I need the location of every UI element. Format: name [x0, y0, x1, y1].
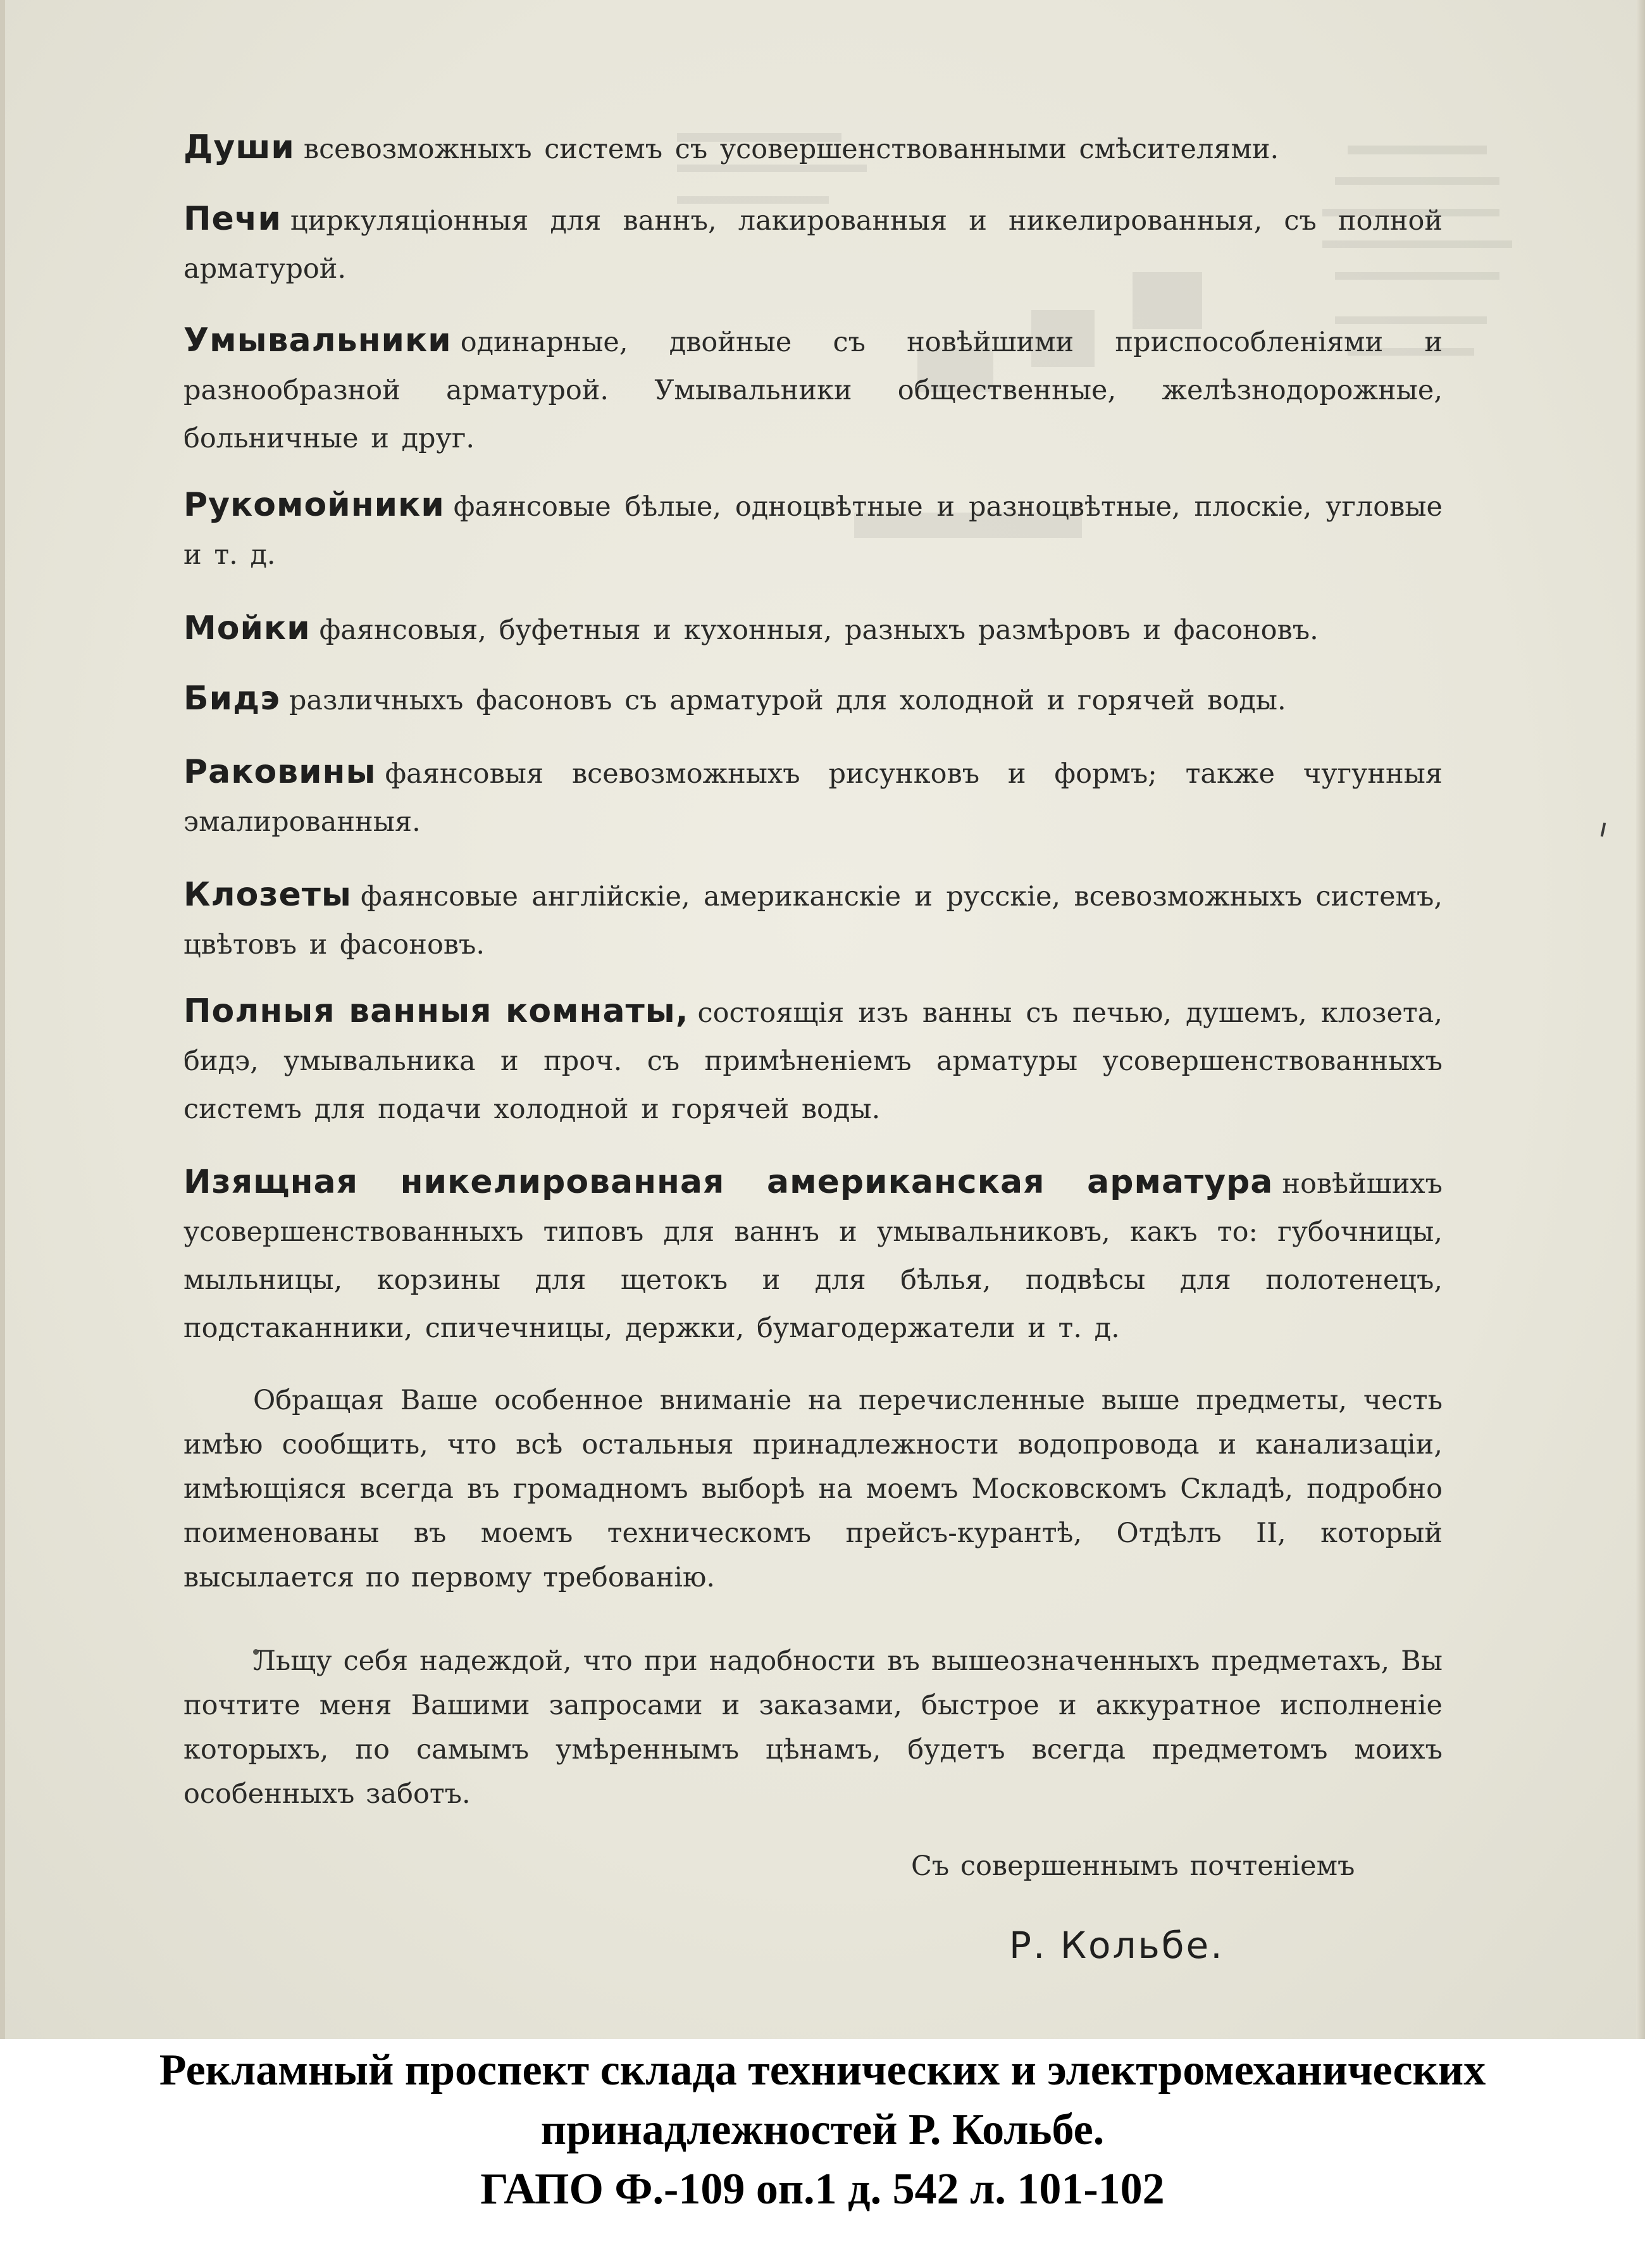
- item-heading: Клозеты: [183, 876, 352, 914]
- item-text: фаянсовыя всевозможныхъ рисунковъ и формъ; также чугунныя эмалированныя.: [183, 758, 1443, 838]
- binding-edge: [0, 0, 5, 2039]
- item-text: фаянсовыя, буфетныя и кухонныя, разныхъ размѣровъ и фасоновъ.: [319, 614, 1319, 646]
- product-item-basins: [183, 748, 1443, 846]
- product-item-washbasins: [183, 316, 1443, 463]
- item-heading: Изящная никелированная американская арматура: [183, 1163, 1274, 1201]
- archive-caption: [0, 2041, 1645, 2219]
- item-heading: Души: [183, 128, 295, 166]
- product-item-closets: [183, 871, 1443, 969]
- letter-paragraph: Обращая Ваше особенное вниманіе на перечисленные выше предметы, честь имѣю сообщить, что всѣ остальныя принадлежности водопровода и канализаціи, имѣющіяся всегда въ громадномъ выборѣ на моемъ Московскомъ Складѣ, подробно поименованы въ моемъ техническомъ прейсъ-курантѣ, Отдѣлъ II, который высылается по первому требованію.: [183, 1385, 1443, 1593]
- item-text: циркуляціонныя для ваннъ, лакированныя и никелированныя, съ полной арматурой.: [183, 205, 1443, 285]
- item-text: фаянсовые англійскіе, американскіе и русскіе, всевозможныхъ системъ, цвѣтовъ и фасоновъ.: [183, 881, 1443, 961]
- letter-paragraph: Льщу себя надеждой, что при надобности въ вышеозначенныхъ предметахъ, Вы почтите меня Вашими запросами и заказами, быстрое и аккуратное исполненіе которыхъ, по самымъ умѣреннымъ цѣнамъ, будетъ всегда предметомъ моихъ особенныхъ заботъ.: [183, 1645, 1443, 1810]
- item-text: состоящія изъ ванны съ печью, душемъ, клозета, бидэ, умывальника и проч. съ примѣненіемъ арматуры усовершенствованныхъ системъ для подачи холодной и горячей воды.: [183, 997, 1443, 1125]
- margin-mark: [1601, 823, 1606, 837]
- caption-line: Рекламный проспект склада технических и электромеханических: [159, 2046, 1486, 2095]
- item-heading: Раковины: [183, 753, 376, 791]
- product-item-fittings: [183, 1158, 1443, 1352]
- signature: Р. Кольбе.: [1009, 1924, 1224, 1967]
- product-item-bidets: [183, 675, 1443, 725]
- item-heading: Мойки: [183, 609, 311, 647]
- caption-line: принадлежностей Р. Кольбе.: [540, 2105, 1105, 2154]
- item-text: различныхъ фасоновъ съ арматурой для холодной и горячей воды.: [289, 685, 1286, 716]
- item-text: всевозможныхъ системъ съ усовершенствованными смѣсителями.: [303, 134, 1279, 165]
- item-text: фаянсовые бѣлые, одноцвѣтные и разноцвѣтные, плоскіе, угловые и т. д.: [183, 491, 1443, 571]
- product-item-sinks: [183, 604, 1443, 654]
- item-heading: Печи: [183, 200, 282, 238]
- item-heading: Умывальники: [183, 321, 452, 359]
- product-item-stoves: [183, 195, 1443, 293]
- item-text: новѣйшихъ усовершенствованныхъ типовъ для ваннъ и умывальниковъ, какъ то: губочницы, мыльницы, корзины для щетокъ и для бѣлья, подвѣсы для полотенецъ, подстаканники, спичечницы, держки, бумагодержатели и т. д.: [183, 1168, 1443, 1344]
- item-text: одинарные, двойные съ новѣйшими приспособленіями и разнообразной арматурой. Умывальники общественные, желѣзнодорожные, больничные и друг.: [183, 327, 1443, 454]
- closing-salutation: Съ совершеннымъ почтеніемъ: [911, 1850, 1355, 1882]
- item-heading: Полныя ванныя комнаты,: [183, 992, 689, 1030]
- item-heading: Рукомойники: [183, 486, 445, 524]
- product-item-bathrooms: [183, 987, 1443, 1133]
- paper-right-edge: [1636, 0, 1645, 2039]
- product-item-showers: [183, 123, 1443, 173]
- item-heading: Бидэ: [183, 680, 280, 718]
- caption-line: ГАПО Ф.-109 оп.1 д. 542 л. 101-102: [480, 2165, 1165, 2214]
- product-item-hand-basins: [183, 481, 1443, 579]
